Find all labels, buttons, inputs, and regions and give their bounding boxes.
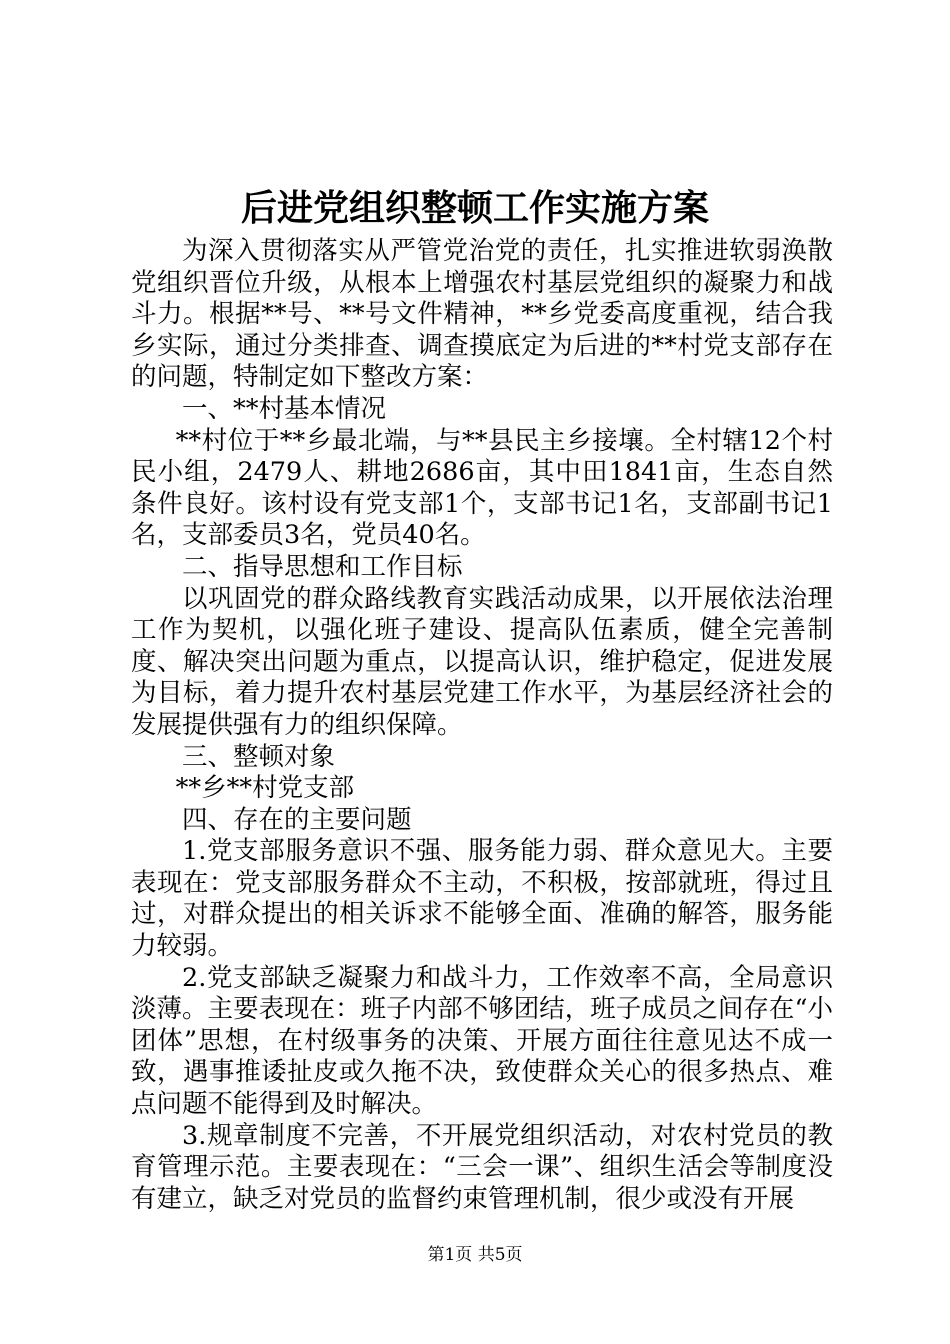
section-heading-basic-info: 一、**村基本情况 bbox=[182, 393, 387, 424]
guiding-ideology-paragraph: 以巩固党的群众路线教育实践活动成果，以开展依法治理工作为契机，以强化班子建设、提高队伍素质，健全完善制度、解决突出问题为重点，以提高认识，维护稳定，促进发展为目标，着力提升农村基层党建工作水平，为基层经济社会的发展提供强有力的组织保障。 bbox=[131, 583, 833, 740]
section-heading-guiding-ideology: 二、指导思想和工作目标 bbox=[182, 551, 463, 582]
intro-paragraph: 为深入贯彻落实从严管党治党的责任，扎实推进软弱涣散党组织晋位升级，从根本上增强农村基层党组织的凝聚力和战斗力。根据**号、**号文件精神，**乡党委高度重视，结合我乡实际，通过分类排查、调查摸底定为后进的**村党支部存在的问题，特制定如下整改方案： bbox=[131, 236, 833, 393]
page-footer: 第1页 共5页 bbox=[427, 1245, 523, 1265]
problem-item-3: 3.规章制度不完善，不开展党组织活动，对农村党员的教育管理示范。主要表现在：“三会一课”、组织生活会等制度没有建立，缺乏对党员的监督约束管理机制，很少或没有开展 bbox=[131, 1120, 833, 1214]
target-paragraph: **乡**村党支部 bbox=[175, 773, 355, 804]
document-body bbox=[131, 236, 833, 1215]
basic-info-paragraph: **村位于**乡最北端，与**县民主乡接壤。全村辖12个村民小组，2479人、耕地2686亩，其中田1841亩，生态自然条件良好。该村设有党支部1个，支部书记1名，支部副书记1名，支部委员3名，党员40名。 bbox=[131, 425, 833, 551]
document-title: 后进党组织整顿工作实施方案 bbox=[240, 187, 709, 229]
problem-item-1: 1.党支部服务意识不强、服务能力弱、群众意见大。主要表现在：党支部服务群众不主动，不积极，按部就班，得过且过，对群众提出的相关诉求不能够全面、准确的解答，服务能力较弱。 bbox=[131, 836, 833, 962]
section-heading-target: 三、整顿对象 bbox=[182, 741, 336, 772]
problem-item-2: 2.党支部缺乏凝聚力和战斗力，工作效率不高，全局意识淡薄。主要表现在：班子内部不够团结，班子成员之间存在“小团体”思想，在村级事务的决策、开展方面往往意见达不成一致，遇事推诿扯皮或久拖不决，致使群众关心的很多热点、难点问题不能得到及时解决。 bbox=[131, 962, 833, 1120]
section-heading-problems: 四、存在的主要问题 bbox=[182, 804, 412, 835]
